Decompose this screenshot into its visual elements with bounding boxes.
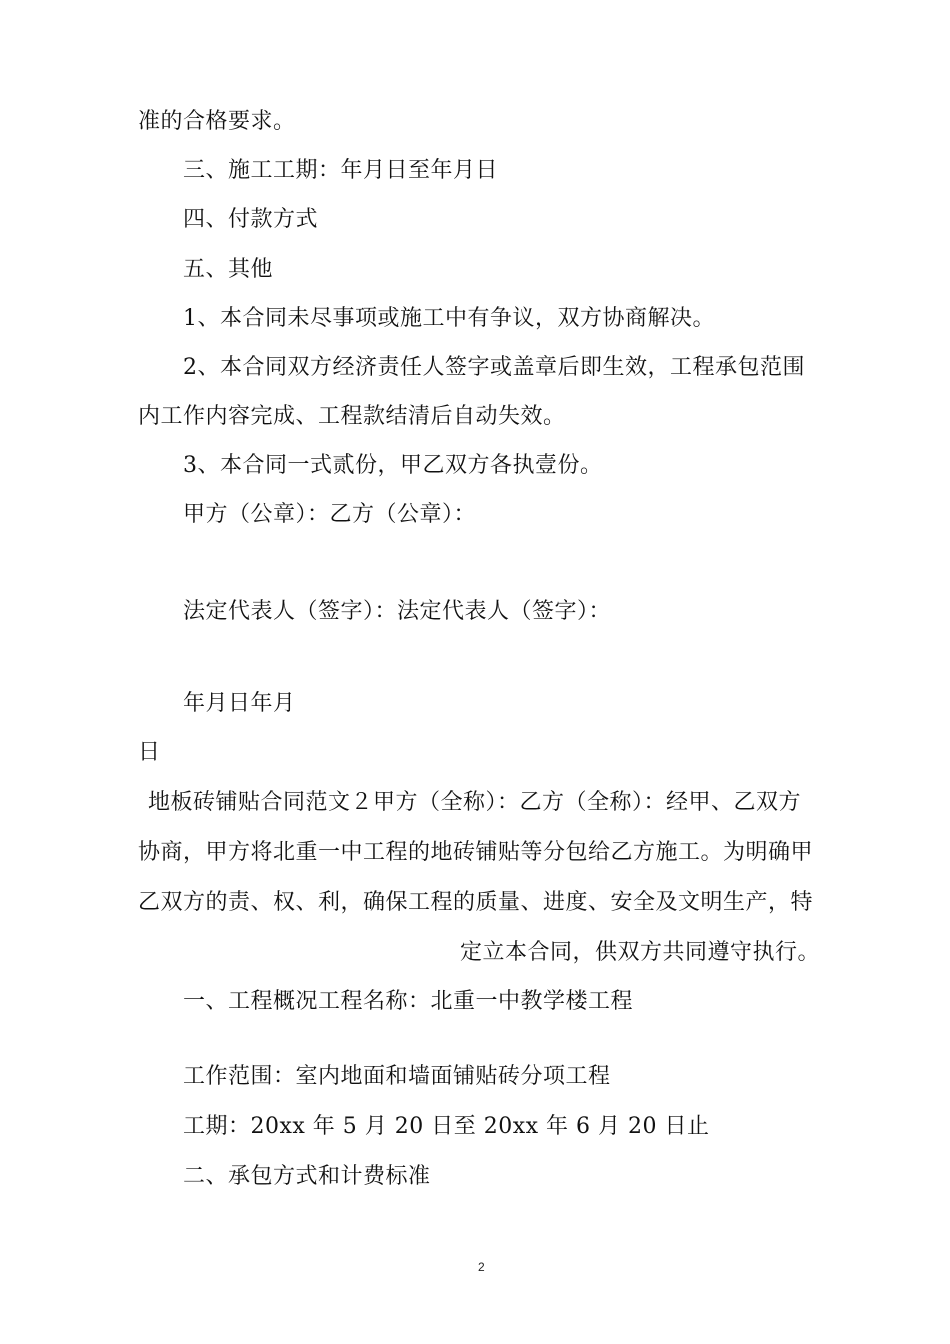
text-line: 五、其他 [183,257,274,282]
text-line: 内工作内容完成、工程款结清后自动失效。 [138,404,566,429]
text-line: 法定代表人（签字）：法定代表人（签字）： [183,599,612,624]
text-line: 乙双方的责、权、利，确保工程的质量、进度、安全及文明生产，特 [138,890,814,915]
text-line: 协商，甲方将北重一中工程的地砖铺贴等分包给乙方施工。为明确甲 [138,840,814,865]
text-line: 一、工程概况工程名称：北重一中教学楼工程 [183,989,634,1014]
text-line: 定立本合同，供双方共同遵守执行。 [460,940,821,965]
text-line: 日 [138,740,161,765]
text-line: 三、施工工期：年月日至年月日 [183,158,499,183]
text-line: 地板砖铺贴合同范文２甲方（全称）：乙方（全称）：经甲、乙双方 [148,790,802,815]
text-line: 准的合格要求。 [138,109,296,134]
text-line: 四、付款方式 [183,207,319,232]
page-number: 2 [478,1260,485,1274]
text-line: 3、本合同一式贰份，甲乙双方各执壹份。 [183,453,603,478]
text-line: 工作范围：室内地面和墙面铺贴砖分项工程 [183,1064,611,1089]
text-line: 工期：20xx 年 5 月 20 日至 20xx 年 6 月 20 日止 [183,1114,710,1139]
text-line: 1、本合同未尽事项或施工中有争议，双方协商解决。 [183,306,715,331]
text-line: 2、本合同双方经济责任人签字或盖章后即生效，工程承包范围 [183,355,805,380]
text-line: 甲方（公章）：乙方（公章）： [183,502,477,527]
text-line: 二、承包方式和计费标准 [183,1164,431,1189]
text-line: 年月日年月 [183,691,296,716]
